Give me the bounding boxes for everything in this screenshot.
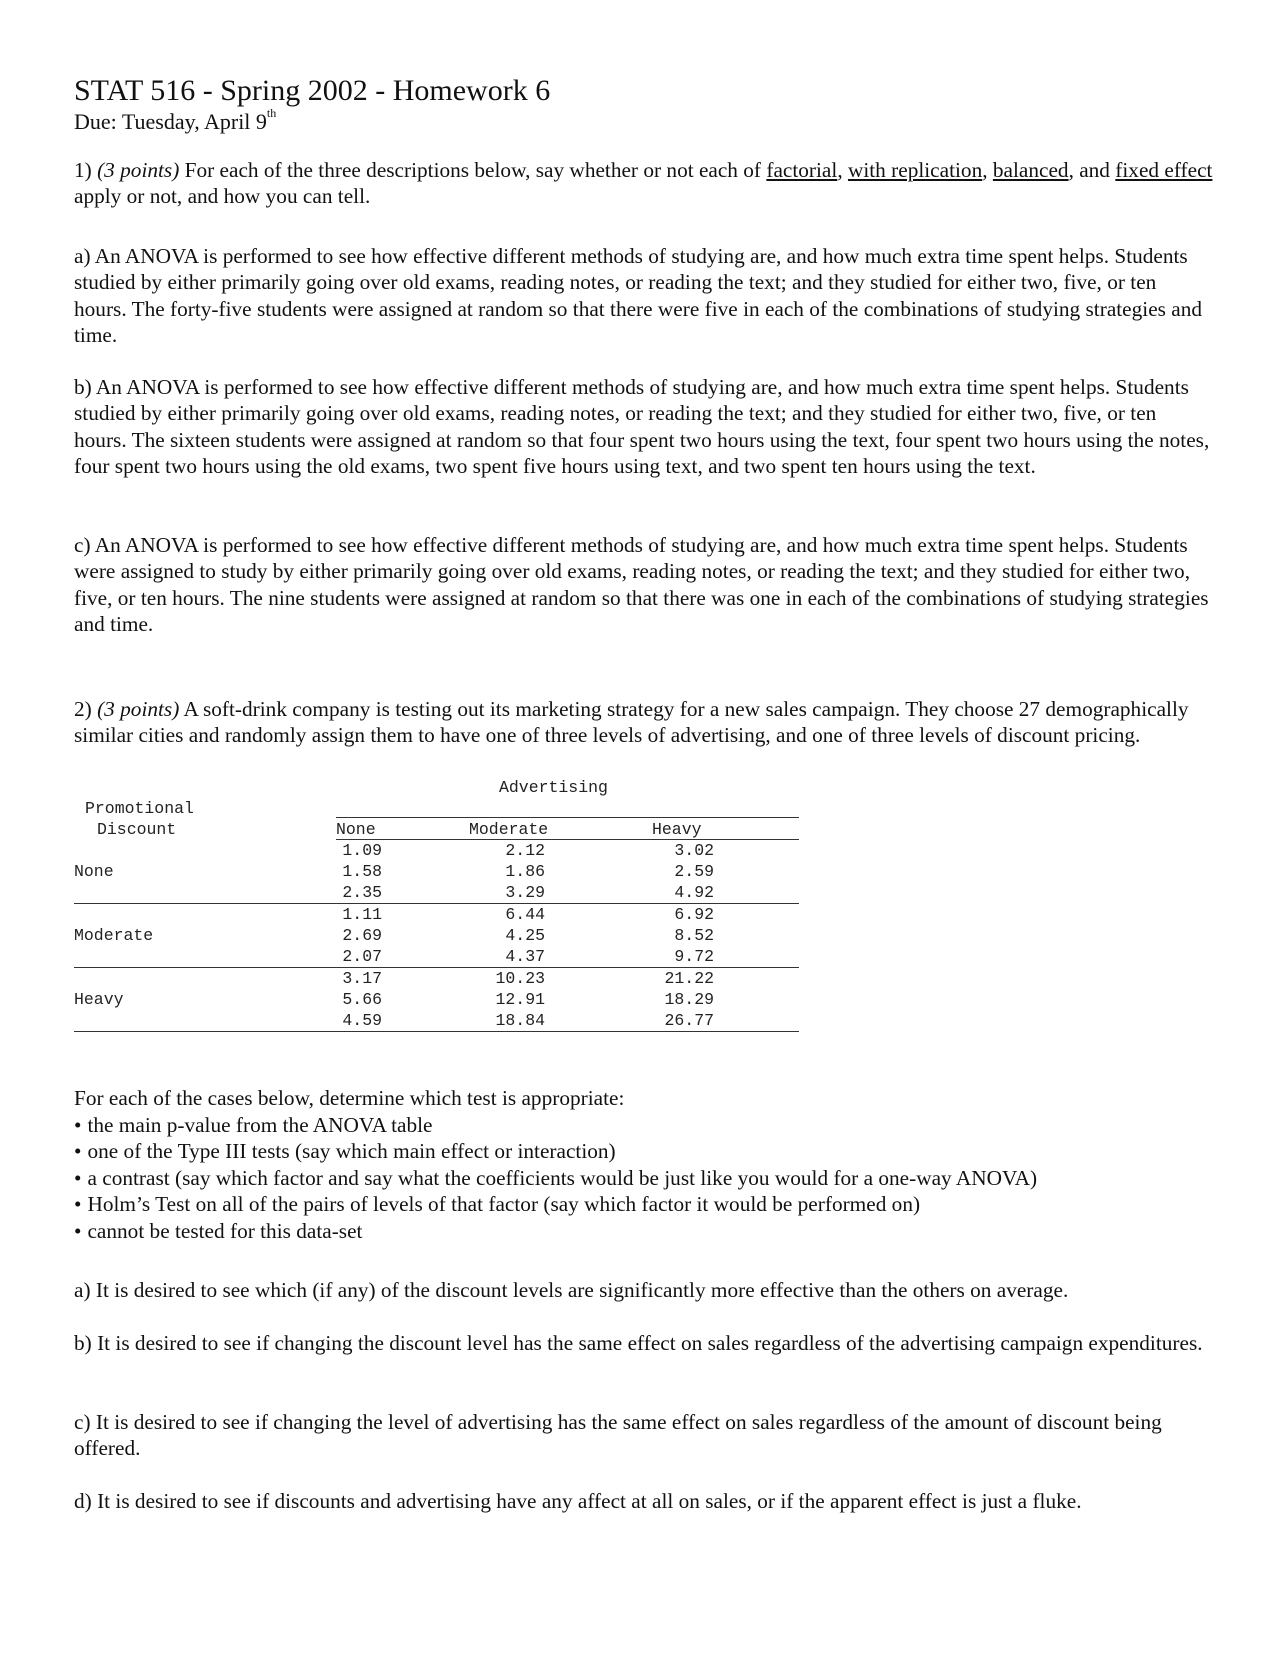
row-header-line1: Promotional [85, 799, 194, 818]
table-cell: 18.29 [664, 990, 714, 1009]
col-group-label: Advertising [499, 778, 608, 797]
col-header-none: None [336, 820, 376, 839]
term-factorial: factorial [766, 158, 838, 182]
q2-part-a: a) It is desired to see which (if any) of the discount levels are significantly more effective than the others on average. [74, 1278, 1069, 1302]
table-cell: 5.66 [342, 990, 382, 1009]
q1-intro [74, 157, 1214, 210]
table-cell: 6.44 [505, 905, 545, 924]
q2-options-list [74, 1112, 1214, 1244]
q2-part-c: c) It is desired to see if changing the level of advertising has the same effect on sales regardless of the amount of discount being offered. [74, 1410, 1162, 1461]
table-cell: 21.22 [664, 969, 714, 988]
table-cell: 3.29 [505, 883, 545, 902]
q1-sep-1: , [837, 158, 848, 182]
table-cell: 2.35 [342, 883, 382, 902]
option-item: • a contrast (say which factor and say what the coefficients would be just like you would for a one-way ANOVA) [74, 1165, 1214, 1191]
option-item: • Holm’s Test on all of the pairs of levels of that factor (say which factor it would be performed on) [74, 1191, 1214, 1217]
table-cell: 1.86 [505, 862, 545, 881]
option-item: • one of the Type III tests (say which main effect or interaction) [74, 1138, 1214, 1164]
q1-sep-2: , [982, 158, 993, 182]
q2-intro [74, 696, 1214, 749]
q1-part-c: c) An ANOVA is performed to see how effective different methods of studying are, and how much extra time spent helps. Students were assigned to study by either primarily going over old exams, reading notes, or reading the text; and they studied for either two, five, or ten hours. The nine students were assigned at random so that there was one in each of the combinations of studying strategies and time. [74, 533, 1209, 637]
table-cell: 12.91 [495, 990, 545, 1009]
table-cell: 1.11 [342, 905, 382, 924]
col-header-heavy: Heavy [652, 820, 702, 839]
table-cell: 2.07 [342, 947, 382, 966]
table-cell: 3.02 [674, 841, 714, 860]
due-date-suffix: th [266, 106, 277, 120]
q1-intro-text-b: apply or not, and how you can tell. [74, 184, 371, 209]
table-cell: 26.77 [664, 1011, 714, 1030]
table-cell: 1.58 [342, 862, 382, 881]
q2-part-d: d) It is desired to see if discounts and advertising have any affect at all on sales, or if the apparent effect is just a fluke. [74, 1489, 1082, 1513]
table-cell: 18.84 [495, 1011, 545, 1030]
q1-sep-3: , and [1068, 158, 1116, 182]
term-balanced: balanced [992, 158, 1069, 182]
table-cell: 1.09 [342, 841, 382, 860]
due-date-text: Due: Tuesday, April 9 [74, 109, 267, 134]
option-item: • the main p-value from the ANOVA table [74, 1112, 1214, 1138]
table-cell: 4.37 [505, 947, 545, 966]
term-fixed-effect: fixed effect [1115, 158, 1213, 182]
row-label-none: None [74, 862, 114, 881]
q1-part-a: a) An ANOVA is performed to see how effective different methods of studying are, and how much extra time spent helps. Students studied by either primarily going over old exams, reading notes, or reading the text; and they studied for either two, five, or ten hours. The forty-five students were assigned at random so that there were five in each of the combinations of studying strategies and time. [74, 244, 1203, 348]
table-cell: 2.69 [342, 926, 382, 945]
table-cell: 4.59 [342, 1011, 382, 1030]
row-header-line2: Discount [97, 820, 177, 839]
row-label-moderate: Moderate [74, 926, 154, 945]
row-label-heavy: Heavy [74, 990, 124, 1009]
term-with-replication: with replication [847, 158, 983, 182]
page-title: STAT 516 - Spring 2002 - Homework 6 [74, 74, 551, 107]
table-cell: 2.12 [505, 841, 545, 860]
q2-number: 2) [74, 697, 98, 721]
table-cell: 3.17 [342, 969, 382, 988]
q1-part-b: b) An ANOVA is performed to see how effective different methods of studying are, and how much extra time spent helps. Students studied by either primarily going over old exams, reading notes, or reading the text; and they studied for either two, five, or ten hours. The sixteen students were assigned at random so that four spent two hours using the text, four spent two hours using the notes, four spent two hours using the old exams, two spent five hours using text, and two spent ten hours using the text. [74, 375, 1210, 479]
q2-prompt: For each of the cases below, determine which test is appropriate: [74, 1086, 625, 1110]
due-date [74, 106, 277, 135]
table-cell: 9.72 [674, 947, 714, 966]
option-item: • cannot be tested for this data-set [74, 1218, 1214, 1244]
col-header-moderate: Moderate [469, 820, 549, 839]
q2-intro-text: A soft-drink company is testing out its marketing strategy for a new sales campaign. They choose 27 demographically similar cities and randomly assign them to have one of three levels of advertising, and one of three levels of discount pricing. [74, 697, 1189, 748]
table-cell: 2.59 [674, 862, 714, 881]
table-cell: 6.92 [674, 905, 714, 924]
q2-part-b: b) It is desired to see if changing the discount level has the same effect on sales regardless of the advertising campaign expenditures. [74, 1331, 1203, 1355]
table-cell: 4.25 [505, 926, 545, 945]
q1-intro-text-a: For each of the three descriptions below, say whether or not each of [179, 158, 767, 182]
table-cell: 8.52 [674, 926, 714, 945]
q1-number: 1) [74, 158, 98, 182]
table-cell: 4.92 [674, 883, 714, 902]
q2-points: (3 points) [97, 697, 180, 721]
q1-points: (3 points) [97, 158, 180, 182]
table-cell: 10.23 [495, 969, 545, 988]
